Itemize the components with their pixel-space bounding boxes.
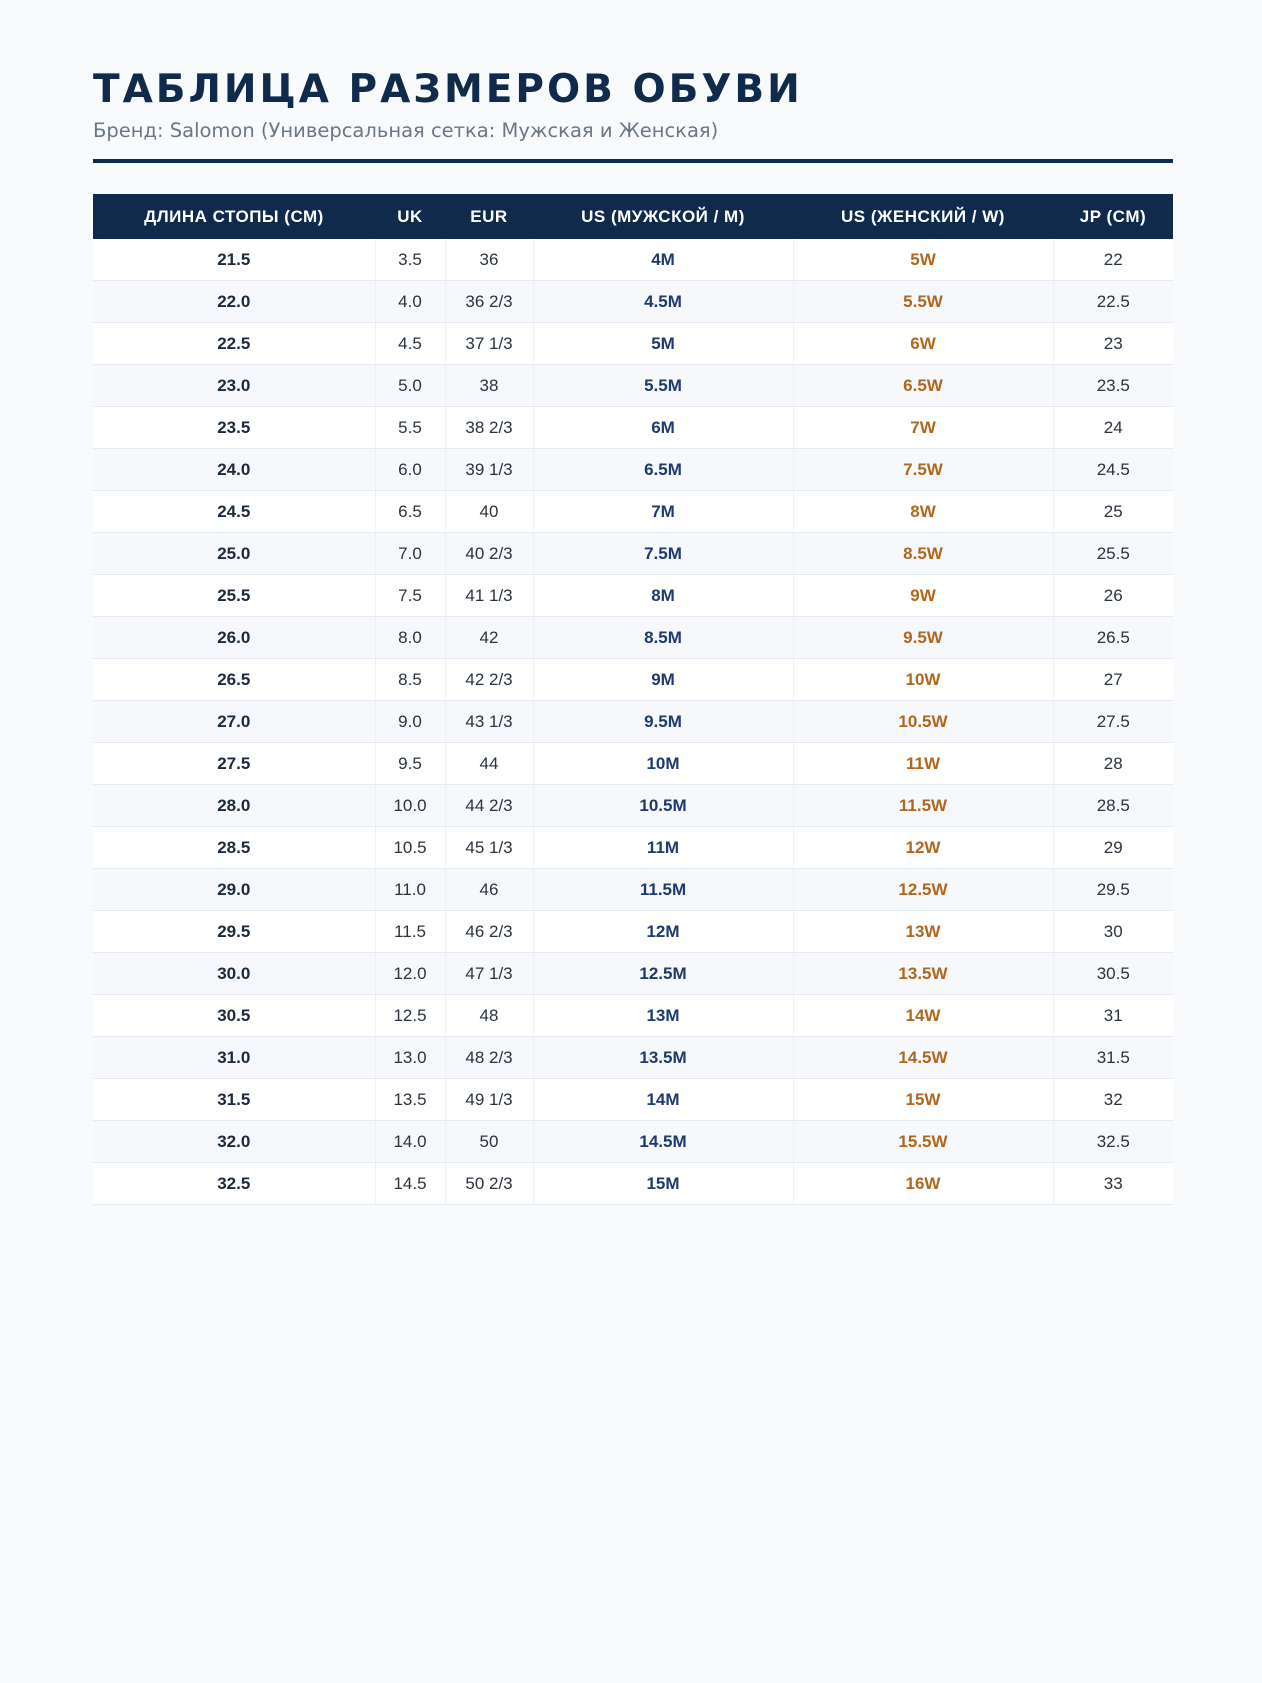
cell-jp: 23.5	[1053, 365, 1173, 407]
cell-us-women: 8W	[793, 491, 1053, 533]
column-header-uk: UK	[375, 194, 445, 239]
table-row	[93, 1079, 1173, 1121]
cell-eur: 38	[445, 365, 533, 407]
cell-jp: 33	[1053, 1163, 1173, 1205]
cell-us-men: 10.5M	[533, 785, 793, 827]
cell-foot-length: 24.0	[93, 449, 375, 491]
cell-foot-length: 22.5	[93, 323, 375, 365]
cell-jp: 22.5	[1053, 281, 1173, 323]
cell-jp: 25.5	[1053, 533, 1173, 575]
cell-us-men: 5.5M	[533, 365, 793, 407]
cell-foot-length: 21.5	[93, 239, 375, 281]
cell-foot-length: 32.5	[93, 1163, 375, 1205]
cell-eur: 42	[445, 617, 533, 659]
table-row	[93, 701, 1173, 743]
cell-jp: 28.5	[1053, 785, 1173, 827]
cell-us-women: 5W	[793, 239, 1053, 281]
cell-foot-length: 25.5	[93, 575, 375, 617]
cell-foot-length: 27.5	[93, 743, 375, 785]
cell-us-men: 7M	[533, 491, 793, 533]
cell-eur: 39 1/3	[445, 449, 533, 491]
cell-us-men: 4M	[533, 239, 793, 281]
cell-jp: 24.5	[1053, 449, 1173, 491]
cell-jp: 30	[1053, 911, 1173, 953]
cell-eur: 43 1/3	[445, 701, 533, 743]
cell-us-men: 15M	[533, 1163, 793, 1205]
cell-uk: 8.0	[375, 617, 445, 659]
cell-eur: 46 2/3	[445, 911, 533, 953]
table-row	[93, 239, 1173, 281]
cell-us-men: 4.5M	[533, 281, 793, 323]
cell-eur: 40 2/3	[445, 533, 533, 575]
cell-us-men: 5M	[533, 323, 793, 365]
page-subtitle: Бренд: Salomon (Универсальная сетка: Мужская и Женская)	[93, 119, 719, 142]
cell-foot-length: 29.5	[93, 911, 375, 953]
cell-uk: 10.5	[375, 827, 445, 869]
cell-uk: 9.5	[375, 743, 445, 785]
cell-foot-length: 31.5	[93, 1079, 375, 1121]
table-row	[93, 365, 1173, 407]
table-row	[93, 533, 1173, 575]
cell-us-men: 11M	[533, 827, 793, 869]
cell-eur: 42 2/3	[445, 659, 533, 701]
cell-uk: 14.0	[375, 1121, 445, 1163]
cell-us-men: 11.5M	[533, 869, 793, 911]
cell-us-women: 14.5W	[793, 1037, 1053, 1079]
column-header-us-women: US (ЖЕНСКИЙ / W)	[793, 194, 1053, 239]
table-row	[93, 995, 1173, 1037]
cell-uk: 13.0	[375, 1037, 445, 1079]
cell-jp: 26	[1053, 575, 1173, 617]
cell-foot-length: 26.0	[93, 617, 375, 659]
cell-us-men: 8.5M	[533, 617, 793, 659]
cell-foot-length: 29.0	[93, 869, 375, 911]
table-row	[93, 323, 1173, 365]
cell-uk: 7.0	[375, 533, 445, 575]
cell-foot-length: 32.0	[93, 1121, 375, 1163]
cell-jp: 27	[1053, 659, 1173, 701]
cell-jp: 27.5	[1053, 701, 1173, 743]
cell-eur: 48 2/3	[445, 1037, 533, 1079]
cell-jp: 29.5	[1053, 869, 1173, 911]
table-row	[93, 659, 1173, 701]
cell-us-men: 12.5M	[533, 953, 793, 995]
cell-us-women: 10.5W	[793, 701, 1053, 743]
cell-jp: 25	[1053, 491, 1173, 533]
cell-foot-length: 25.0	[93, 533, 375, 575]
cell-jp: 32.5	[1053, 1121, 1173, 1163]
cell-jp: 30.5	[1053, 953, 1173, 995]
column-header-eur: EUR	[445, 194, 533, 239]
cell-jp: 24	[1053, 407, 1173, 449]
cell-us-women: 13W	[793, 911, 1053, 953]
cell-us-women: 11.5W	[793, 785, 1053, 827]
cell-us-men: 6M	[533, 407, 793, 449]
cell-us-men: 9.5M	[533, 701, 793, 743]
table-row	[93, 1121, 1173, 1163]
cell-foot-length: 28.0	[93, 785, 375, 827]
cell-us-women: 9W	[793, 575, 1053, 617]
cell-jp: 28	[1053, 743, 1173, 785]
table-row	[93, 911, 1173, 953]
cell-eur: 36 2/3	[445, 281, 533, 323]
cell-us-women: 13.5W	[793, 953, 1053, 995]
cell-uk: 14.5	[375, 1163, 445, 1205]
cell-eur: 45 1/3	[445, 827, 533, 869]
cell-foot-length: 28.5	[93, 827, 375, 869]
cell-foot-length: 30.0	[93, 953, 375, 995]
cell-us-men: 8M	[533, 575, 793, 617]
cell-jp: 31.5	[1053, 1037, 1173, 1079]
cell-us-men: 13M	[533, 995, 793, 1037]
table-row	[93, 281, 1173, 323]
column-header-jp: JP (CM)	[1053, 194, 1173, 239]
cell-jp: 31	[1053, 995, 1173, 1037]
cell-uk: 5.0	[375, 365, 445, 407]
cell-us-women: 9.5W	[793, 617, 1053, 659]
cell-uk: 12.0	[375, 953, 445, 995]
cell-eur: 36	[445, 239, 533, 281]
table-row	[93, 407, 1173, 449]
cell-eur: 44 2/3	[445, 785, 533, 827]
cell-uk: 11.5	[375, 911, 445, 953]
cell-us-men: 6.5M	[533, 449, 793, 491]
cell-uk: 6.0	[375, 449, 445, 491]
cell-us-men: 14.5M	[533, 1121, 793, 1163]
cell-eur: 38 2/3	[445, 407, 533, 449]
cell-us-women: 16W	[793, 1163, 1053, 1205]
table-row	[93, 869, 1173, 911]
cell-uk: 12.5	[375, 995, 445, 1037]
cell-uk: 6.5	[375, 491, 445, 533]
cell-uk: 13.5	[375, 1079, 445, 1121]
cell-uk: 5.5	[375, 407, 445, 449]
cell-uk: 11.0	[375, 869, 445, 911]
cell-foot-length: 27.0	[93, 701, 375, 743]
cell-us-women: 15W	[793, 1079, 1053, 1121]
cell-jp: 23	[1053, 323, 1173, 365]
column-header-foot-length: ДЛИНА СТОПЫ (СМ)	[93, 194, 375, 239]
cell-us-men: 10M	[533, 743, 793, 785]
cell-foot-length: 24.5	[93, 491, 375, 533]
cell-eur: 50 2/3	[445, 1163, 533, 1205]
cell-jp: 22	[1053, 239, 1173, 281]
table-row	[93, 449, 1173, 491]
table-body	[93, 239, 1173, 1205]
table-row	[93, 1163, 1173, 1205]
cell-foot-length: 26.5	[93, 659, 375, 701]
cell-us-men: 9M	[533, 659, 793, 701]
page-title: ТАБЛИЦА РАЗМЕРОВ ОБУВИ	[93, 67, 803, 112]
cell-eur: 50	[445, 1121, 533, 1163]
table-row	[93, 953, 1173, 995]
cell-us-women: 5.5W	[793, 281, 1053, 323]
table-header-row	[93, 194, 1173, 239]
cell-uk: 7.5	[375, 575, 445, 617]
cell-uk: 9.0	[375, 701, 445, 743]
table-row	[93, 617, 1173, 659]
cell-us-women: 10W	[793, 659, 1053, 701]
cell-eur: 49 1/3	[445, 1079, 533, 1121]
cell-uk: 3.5	[375, 239, 445, 281]
cell-jp: 29	[1053, 827, 1173, 869]
table-row	[93, 743, 1173, 785]
cell-us-women: 6W	[793, 323, 1053, 365]
cell-eur: 40	[445, 491, 533, 533]
cell-us-women: 7.5W	[793, 449, 1053, 491]
size-table	[93, 194, 1173, 1205]
table-row	[93, 1037, 1173, 1079]
cell-us-men: 7.5M	[533, 533, 793, 575]
cell-foot-length: 22.0	[93, 281, 375, 323]
cell-eur: 48	[445, 995, 533, 1037]
cell-us-men: 12M	[533, 911, 793, 953]
cell-eur: 44	[445, 743, 533, 785]
cell-us-women: 15.5W	[793, 1121, 1053, 1163]
cell-us-women: 14W	[793, 995, 1053, 1037]
cell-eur: 47 1/3	[445, 953, 533, 995]
cell-foot-length: 23.0	[93, 365, 375, 407]
cell-jp: 26.5	[1053, 617, 1173, 659]
cell-eur: 37 1/3	[445, 323, 533, 365]
cell-eur: 41 1/3	[445, 575, 533, 617]
cell-us-women: 8.5W	[793, 533, 1053, 575]
table-row	[93, 491, 1173, 533]
cell-us-women: 11W	[793, 743, 1053, 785]
cell-jp: 32	[1053, 1079, 1173, 1121]
cell-us-men: 14M	[533, 1079, 793, 1121]
table-row	[93, 785, 1173, 827]
title-divider	[93, 159, 1173, 163]
cell-us-women: 12.5W	[793, 869, 1053, 911]
cell-us-women: 7W	[793, 407, 1053, 449]
cell-foot-length: 23.5	[93, 407, 375, 449]
column-header-us-men: US (МУЖСКОЙ / M)	[533, 194, 793, 239]
cell-us-men: 13.5M	[533, 1037, 793, 1079]
cell-us-women: 6.5W	[793, 365, 1053, 407]
cell-eur: 46	[445, 869, 533, 911]
table-row	[93, 575, 1173, 617]
cell-uk: 10.0	[375, 785, 445, 827]
cell-foot-length: 30.5	[93, 995, 375, 1037]
cell-uk: 4.5	[375, 323, 445, 365]
cell-uk: 8.5	[375, 659, 445, 701]
table-row	[93, 827, 1173, 869]
cell-us-women: 12W	[793, 827, 1053, 869]
cell-foot-length: 31.0	[93, 1037, 375, 1079]
cell-uk: 4.0	[375, 281, 445, 323]
